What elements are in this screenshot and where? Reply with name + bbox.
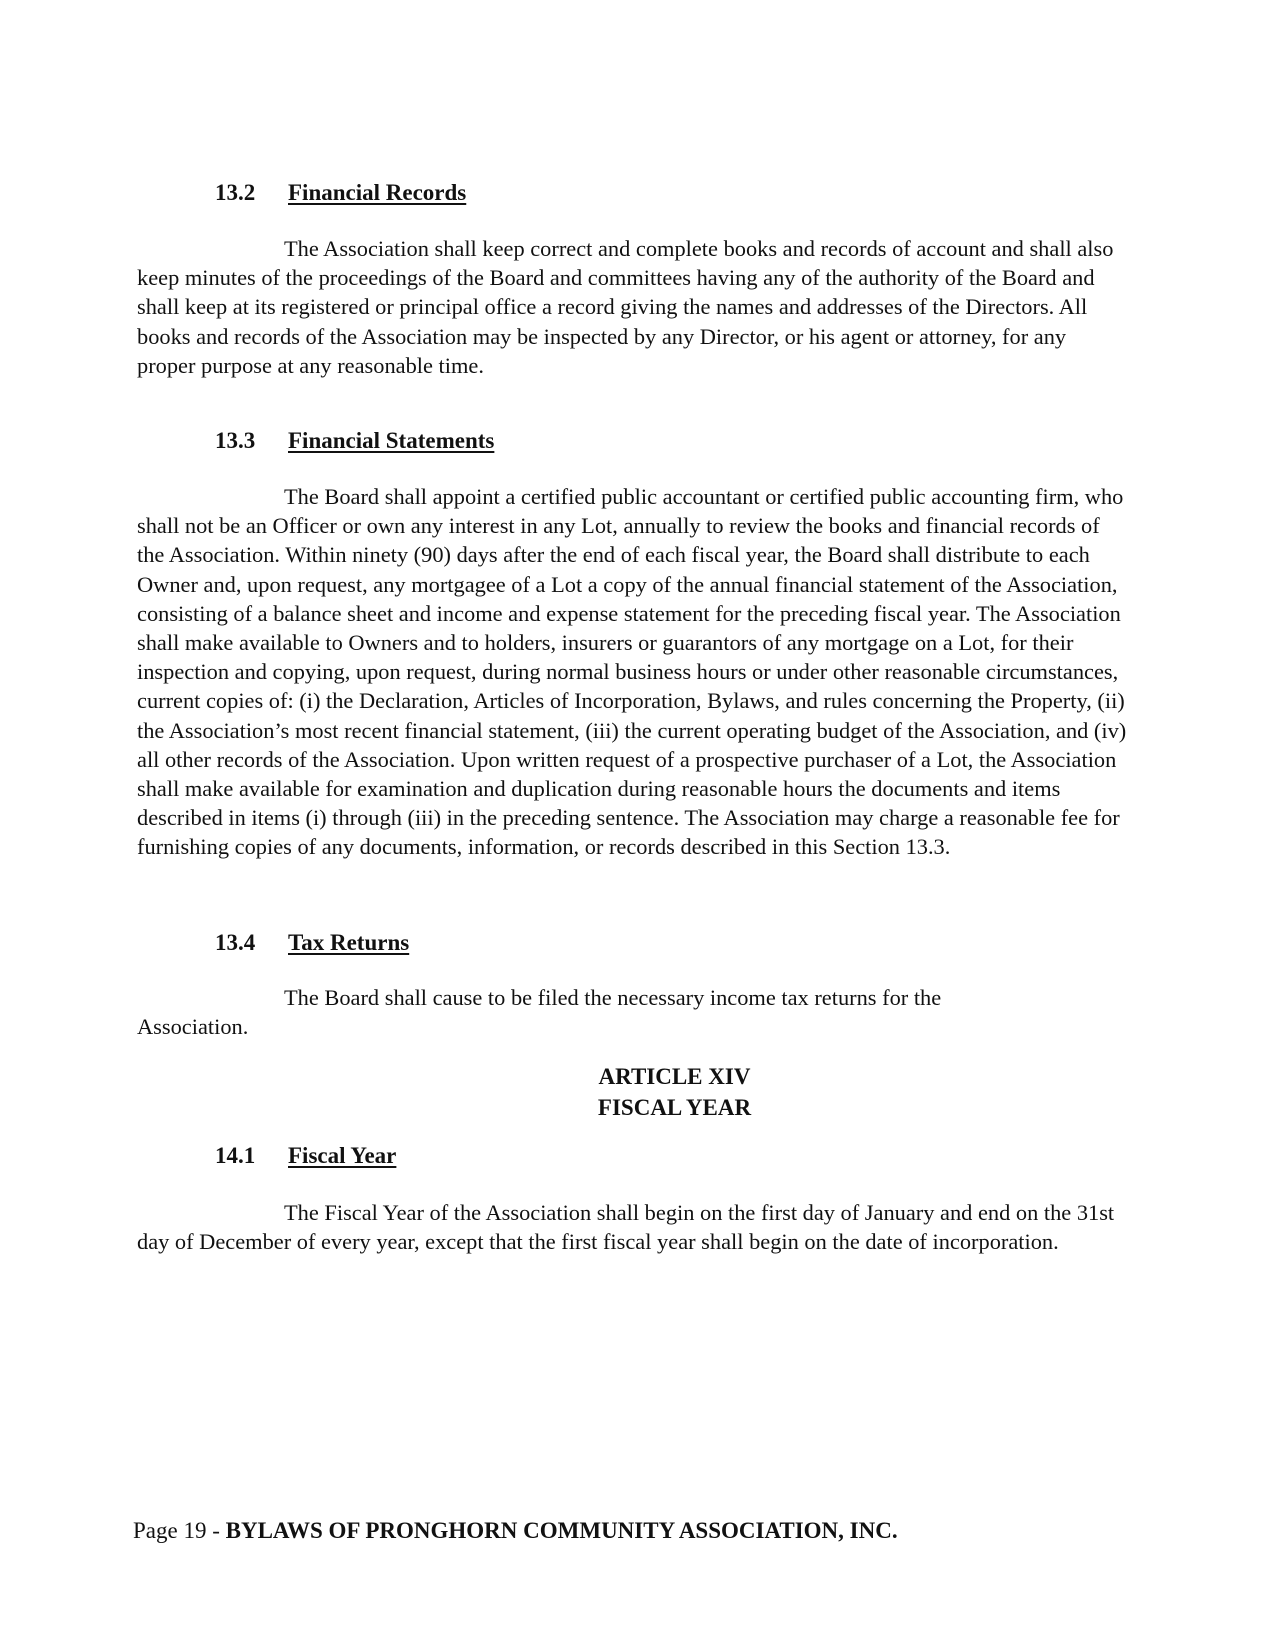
article-title: FISCAL YEAR [597, 1095, 752, 1120]
page-number: Page 19 - [133, 1518, 226, 1543]
section-number: 13.4 [215, 930, 256, 955]
article-heading [0, 1061, 1277, 1123]
section-heading-13-2 [215, 180, 466, 206]
section-title: Financial Records [288, 180, 467, 205]
article-number: ARTICLE XIV [598, 1064, 751, 1089]
page-footer [133, 1518, 898, 1544]
section-heading-14-1 [215, 1143, 396, 1169]
document-title: BYLAWS OF PRONGHORN COMMUNITY ASSOCIATION, INC. [225, 1518, 898, 1543]
section-number: 13.3 [215, 428, 256, 453]
section-heading-13-3 [215, 428, 494, 454]
section-body-13-4: The Board shall cause to be filed the necessary income tax returns for the Association. [137, 985, 942, 1040]
section-body-13-2: The Association shall keep correct and complete books and records of account and shall also keep minutes of the proceedings of the Board and committees having any of the authority of the Board and shall keep at its registered or principal office a record giving the names and addresses of the Directors. All books and records of the Association may be inspected by any Director, or his agent or attorney, for any proper purpose at any reasonable time. [137, 236, 1114, 378]
section-title: Tax Returns [288, 930, 410, 955]
section-number: 14.1 [215, 1143, 256, 1168]
section-title: Financial Statements [288, 428, 495, 453]
section-title: Fiscal Year [288, 1143, 397, 1168]
section-body-14-1: The Fiscal Year of the Association shall begin on the first day of January and end on the 31st day of December of every year, except that the first fiscal year shall begin on the date of incorporation. [137, 1200, 1115, 1255]
section-heading-13-4 [215, 930, 409, 956]
section-number: 13.2 [215, 180, 256, 205]
section-body-13-3: The Board shall appoint a certified public accountant or certified public accounting firm, who shall not be an Officer or own any interest in any Lot, annually to review the books and financial records of the Association. Within ninety (90) days after the end of each fiscal year, the Board shall distribute to each Owner and, upon request, any mortgagee of a Lot a copy of the annual financial statement of the Association, consisting of a balance sheet and income and expense statement for the preceding fiscal year. The Association shall make available to Owners and to holders, insurers or guarantors of any mortgage on a Lot, for their inspection and copying, upon request, during normal business hours or under other reasonable circumstances, current copies of: (i) the Declaration, Articles of Incorporation, Bylaws, and rules concerning the Property, (ii) the Association’s most recent financial statement, (iii) the current operating budget of the Association, and (iv) all other records of the Association. Upon written request of a prospective purchaser of a Lot, the Association shall make available for examination and duplication during reasonable hours the documents and items described in items (i) through (iii) in the preceding sentence. The Association may charge a reasonable fee for furnishing copies of any documents, information, or records described in this Section 13.3. [137, 484, 1127, 860]
